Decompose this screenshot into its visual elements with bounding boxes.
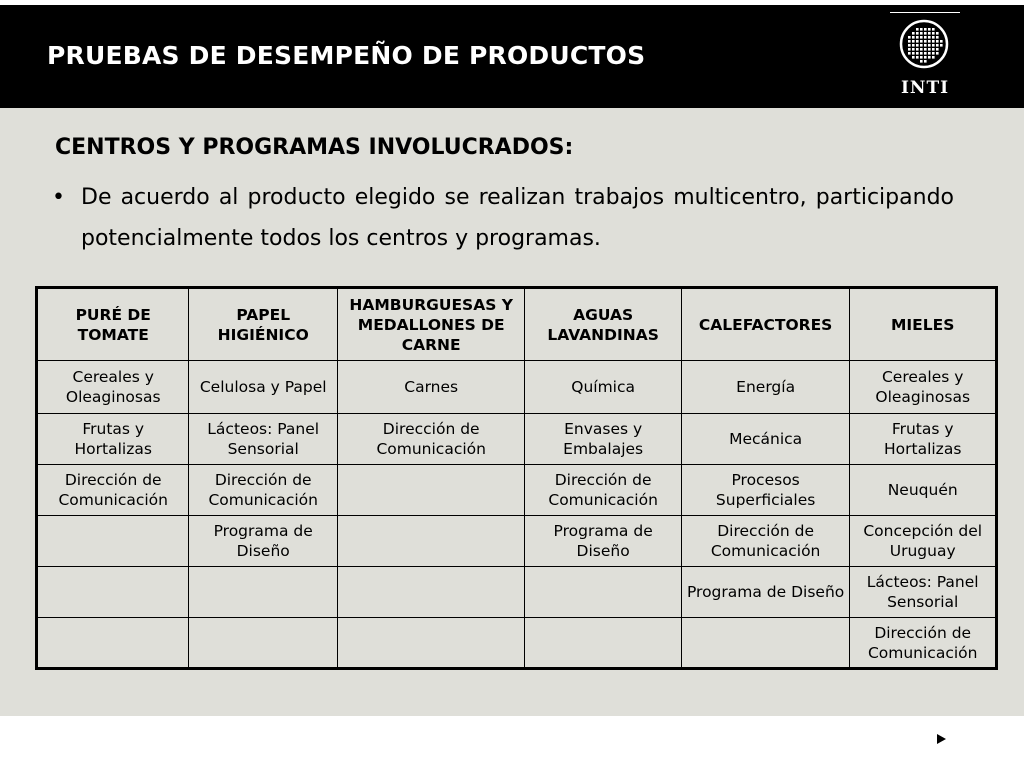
table-row <box>37 618 997 669</box>
header-bar <box>0 5 1024 108</box>
table-cell: Dirección de Comunicación <box>850 618 997 669</box>
table-cell <box>525 618 681 669</box>
table-row <box>37 465 997 516</box>
table-cell: Frutas y Hortalizas <box>850 414 997 465</box>
table-cell: Cereales y Oleaginosas <box>37 361 189 414</box>
header-cell-calefactores: CALEFACTORES <box>681 288 850 361</box>
table-row <box>37 567 997 618</box>
table-cell: Programa de Diseño <box>525 516 681 567</box>
bullet-text: De acuerdo al producto elegido se realizan trabajos multicentro, participando potencialmente todos los centros y programas. <box>81 185 954 251</box>
table-cell: Lácteos: Panel Sensorial <box>850 567 997 618</box>
header-cell-pure-de-tomate: PURÉ DE TOMATE <box>37 288 189 361</box>
table-cell: Procesos Superficiales <box>681 465 850 516</box>
table-cell: Celulosa y Papel <box>189 361 338 414</box>
table-row <box>37 516 997 567</box>
table-cell <box>337 567 524 618</box>
table-cell <box>681 618 850 669</box>
table-row <box>37 361 997 414</box>
table-cell <box>337 516 524 567</box>
inti-logo-icon <box>899 19 949 69</box>
bullet-dot: • <box>52 185 65 210</box>
inti-logo <box>890 12 960 100</box>
table-row <box>37 414 997 465</box>
header-cell-aguas-lavandinas: AGUAS LAVANDINAS <box>525 288 681 361</box>
table-cell <box>525 567 681 618</box>
table-cell: Dirección de Comunicación <box>189 465 338 516</box>
table-cell: Neuquén <box>850 465 997 516</box>
table-cell <box>37 516 189 567</box>
logo-text: INTI <box>900 78 950 98</box>
table-cell: Dirección de Comunicación <box>525 465 681 516</box>
table-cell: Mecánica <box>681 414 850 465</box>
table-cell: Frutas y Hortalizas <box>37 414 189 465</box>
table-cell: Lácteos: Panel Sensorial <box>189 414 338 465</box>
table-header-row <box>37 288 997 361</box>
table-cell <box>337 465 524 516</box>
programs-table <box>35 286 998 670</box>
header-cell-hamburguesas: HAMBURGUESAS Y MEDALLONES DE CARNE <box>337 288 524 361</box>
table-cell: Química <box>525 361 681 414</box>
table-cell: Dirección de Comunicación <box>37 465 189 516</box>
table-cell: Energía <box>681 361 850 414</box>
table-cell: Programa de Diseño <box>681 567 850 618</box>
slide <box>0 5 1024 716</box>
table-cell: Dirección de Comunicación <box>681 516 850 567</box>
section-title: CENTROS Y PROGRAMAS INVOLUCRADOS: <box>55 135 574 160</box>
logo-divider <box>890 12 960 13</box>
table-cell <box>37 618 189 669</box>
page-title: PRUEBAS DE DESEMPEÑO DE PRODUCTOS <box>47 41 646 70</box>
table-cell <box>337 618 524 669</box>
header-cell-papel-higienico: PAPEL HIGIÉNICO <box>189 288 338 361</box>
table-cell: Concepción del Uruguay <box>850 516 997 567</box>
table-cell: Envases y Embalajes <box>525 414 681 465</box>
header-cell-mieles: MIELES <box>850 288 997 361</box>
table-cell <box>189 567 338 618</box>
table-cell: Programa de Diseño <box>189 516 338 567</box>
table-cell <box>189 618 338 669</box>
table-cell <box>37 567 189 618</box>
bullet-item <box>52 177 954 259</box>
next-slide-arrow-icon[interactable] <box>937 734 946 744</box>
table-cell: Carnes <box>337 361 524 414</box>
table-cell: Cereales y Oleaginosas <box>850 361 997 414</box>
table-cell: Dirección de Comunicación <box>337 414 524 465</box>
